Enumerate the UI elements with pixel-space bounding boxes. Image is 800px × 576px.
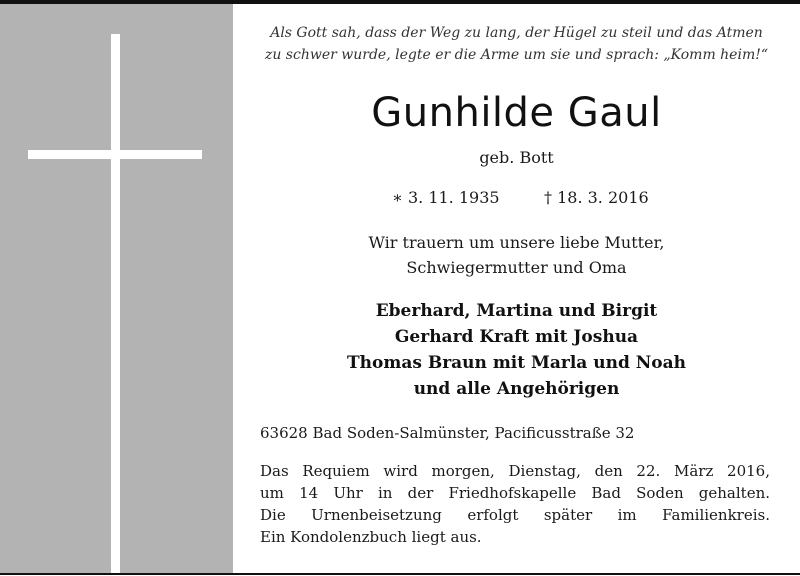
cross-icon (111, 34, 120, 576)
family-address: 63628 Bad Soden-Salmünster, Pacificusstraße 32 (260, 424, 635, 442)
notice-content (233, 4, 800, 573)
mourner-entry: und alle Angehörigen (413, 379, 620, 399)
mourning-line: Wir trauern um unsere liebe Mutter, (368, 233, 665, 252)
mourner-entry: Gerhard Kraft mit Joshua (394, 327, 639, 347)
mourners-list (233, 298, 800, 402)
mourning-line: Schwiegermutter und Oma (406, 258, 627, 277)
service-line: Ein Kondolenzbuch liegt aus. (260, 528, 482, 546)
service-line: Das Requiem wird morgen, Dienstag, den 22. März 2016, (260, 462, 770, 480)
side-panel (0, 4, 233, 573)
quote-line: Als Gott sah, dass der Weg zu lang, der Hügel zu steil und das Atmen (270, 25, 763, 41)
mourner-entry: Eberhard, Martina und Birgit (375, 301, 658, 321)
quote-line: zu schwer wurde, legte er die Arme um sie und sprach: „Komm heim!“ (264, 47, 769, 63)
service-line: Die Urnenbeisetzung erfolgt später im Familienkreis. (260, 506, 770, 524)
mourner-entry: Thomas Braun mit Marla und Noah (347, 353, 686, 373)
life-dates (233, 188, 800, 212)
mourning-text (233, 230, 800, 280)
service-line: um 14 Uhr in der Friedhofskapelle Bad Soden gehalten. (260, 484, 770, 502)
deceased-name: Gunhilde Gaul (371, 90, 662, 136)
birth-date: ∗ 3. 11. 1935 (392, 188, 500, 207)
death-date: † 18. 3. 2016 (544, 188, 649, 207)
quote (233, 22, 800, 66)
service-info (260, 460, 770, 548)
maiden-name: geb. Bott (479, 148, 554, 167)
cross-icon-crossbar (28, 150, 202, 159)
